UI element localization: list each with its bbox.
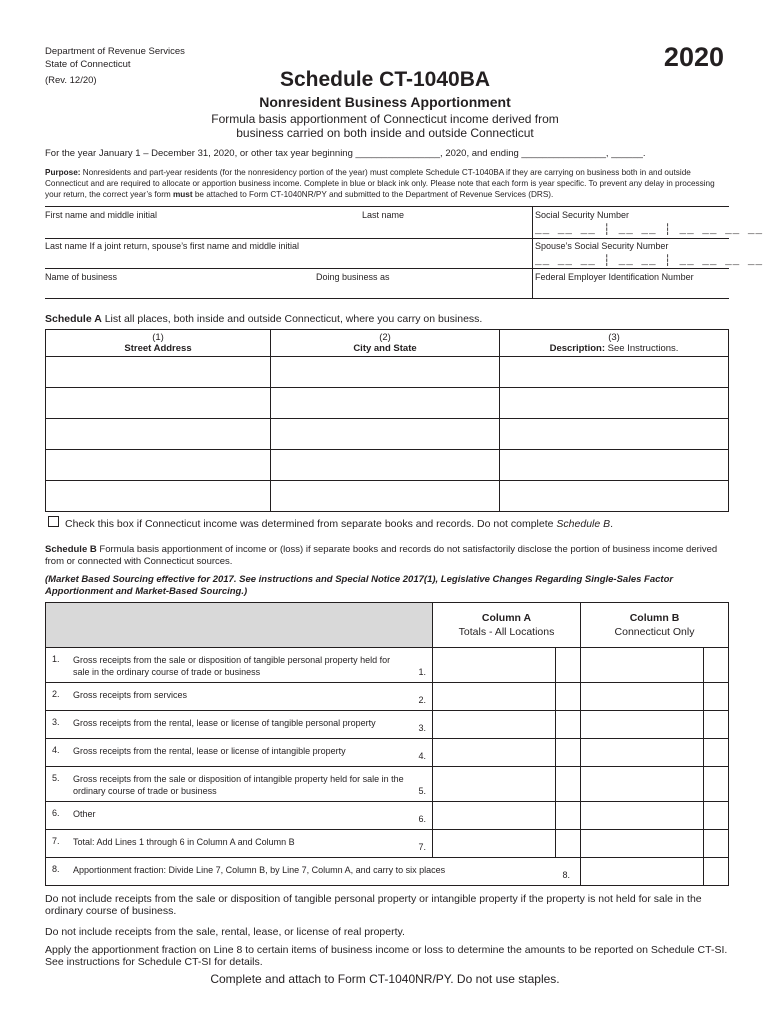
description-cell[interactable]: [500, 357, 729, 388]
line-ref: 1.: [418, 667, 426, 677]
description-line-1: Formula basis apportionment of Connecticut income derived from: [211, 112, 559, 126]
state-name: State of Connecticut: [45, 59, 131, 70]
column-b-amount-input[interactable]: [580, 738, 704, 767]
col-3-number: (3): [608, 332, 620, 343]
column-b-cents-input[interactable]: [703, 682, 729, 711]
schedule-a-row: [46, 450, 729, 481]
line-ref: 5.: [418, 786, 426, 796]
street-cell[interactable]: [46, 450, 271, 481]
city-cell[interactable]: [271, 419, 500, 450]
footer-note-2: Do not include receipts from the sale, rental, lease, or license of real property.: [45, 926, 405, 938]
column-b-cents-input[interactable]: [703, 829, 729, 858]
column-a-cents-input[interactable]: [555, 647, 581, 683]
column-a-amount-input[interactable]: [432, 647, 556, 683]
purpose-paragraph: [45, 167, 729, 200]
footer-note-1: Do not include receipts from the sale or disposition of tangible personal property or intangible property if the property is not held for sale in the ordinary course of business.: [45, 893, 702, 917]
fein-input[interactable]: [535, 284, 729, 298]
column-a-amount-input[interactable]: [432, 801, 556, 830]
fields-bottom-rule: [45, 298, 729, 299]
column-a-amount-input[interactable]: [432, 710, 556, 739]
column-b-cents-input[interactable]: [703, 647, 729, 683]
city-cell[interactable]: [271, 388, 500, 419]
city-cell[interactable]: [271, 481, 500, 512]
line-ref: 3.: [418, 723, 426, 733]
col-3-title-bold: Description:: [549, 343, 606, 354]
col-3-title: [501, 343, 727, 354]
first-name-label: First name and middle initial: [45, 210, 158, 220]
form-subtitle: Nonresident Business Apportionment: [259, 94, 511, 110]
column-b-cents-input[interactable]: [703, 766, 729, 802]
line-description: Total: Add Lines 1 through 6 in Column A and Column B: [73, 837, 295, 847]
schedule-a-table: [45, 329, 729, 512]
column-b-amount-input[interactable]: [580, 682, 704, 711]
line-number: 6.: [52, 808, 60, 818]
column-b-amount-input[interactable]: [580, 766, 704, 802]
schedule-a-row: [46, 388, 729, 419]
joint-name-label: Last name If a joint return, spouse’s first name and middle initial: [45, 241, 299, 251]
form-description: [0, 112, 770, 140]
separate-books-text: [65, 518, 613, 530]
line-ref: 8.: [562, 870, 570, 880]
schedule-b-label: Schedule B: [45, 544, 97, 555]
schedule-b-row: [45, 647, 433, 683]
purpose-label: Purpose:: [45, 168, 81, 177]
fields-divider: [532, 206, 533, 298]
col-1-title: Street Address: [124, 343, 192, 354]
street-cell[interactable]: [46, 419, 271, 450]
description-line-2: business carried on both inside and outside Connecticut: [236, 126, 534, 140]
schedule-b-row: [45, 801, 433, 830]
col-city-header: [271, 330, 500, 357]
checkbox-text-b: Schedule B: [556, 518, 611, 530]
description-cell[interactable]: [500, 388, 729, 419]
line-ref: 2.: [418, 695, 426, 705]
col-1-number: (1): [152, 332, 164, 343]
schedule-b-row: [45, 710, 433, 739]
first-name-input[interactable]: [45, 222, 531, 238]
footer-final-instruction: Complete and attach to Form CT-1040NR/PY. Do not use staples.: [210, 972, 560, 986]
schedule-b-row: [45, 682, 433, 711]
line-description: Gross receipts from the sale or disposition of intangible property held for sale in the ordinary course of trade or business: [73, 774, 404, 796]
column-a-cents-input[interactable]: [555, 682, 581, 711]
description-cell[interactable]: [500, 419, 729, 450]
line-ref: 7.: [418, 842, 426, 852]
fein-label: Federal Employer Identification Number: [535, 272, 694, 282]
form-title: Schedule CT-1040BA: [279, 68, 491, 91]
fields-rule-2: [45, 238, 729, 239]
column-b-amount-input[interactable]: [580, 801, 704, 830]
schedule-b-heading: [45, 544, 729, 568]
column-b-cents-input[interactable]: [703, 710, 729, 739]
column-b-amount-input[interactable]: [580, 647, 704, 683]
ssn-label: Social Security Number: [535, 210, 630, 220]
schedule-b-row: [45, 829, 433, 858]
spouse-ssn-label: Spouse’s Social Security Number: [535, 241, 669, 251]
last-name-label: Last name: [362, 210, 405, 220]
separate-books-checkbox[interactable]: [48, 516, 59, 527]
column-b-cents-input[interactable]: [703, 857, 729, 886]
line-description: Apportionment fraction: Divide Line 7, Column B, by Line 7, Column A, and carry to six places: [73, 865, 446, 875]
column-a-cents-input[interactable]: [555, 738, 581, 767]
column-a-cents-input[interactable]: [555, 801, 581, 830]
line-number: 4.: [52, 745, 60, 755]
column-a-amount-input[interactable]: [432, 766, 556, 802]
street-cell[interactable]: [46, 481, 271, 512]
purpose-text-a: Nonresidents and part-year residents (for the nonresidency portion of the year) must complete Schedule CT-1040BA if they are carrying on business both in and outside Connecticut and are required to allocate or apportion business income. Complete in blue or black ink only. Please note that each form is year specific. To prevent any delay in processing your return, the correct year’s form: [45, 168, 715, 199]
line-number: 8.: [52, 864, 60, 874]
column-b-amount-input[interactable]: [580, 710, 704, 739]
agency-name: Department of Revenue Services: [45, 46, 185, 57]
column-b-cents-input[interactable]: [703, 801, 729, 830]
line-description: Gross receipts from the sale or disposition of tangible personal property held for sale in the ordinary course of trade or business: [73, 655, 391, 677]
column-a-cents-input[interactable]: [555, 710, 581, 739]
col-2-number: (2): [379, 332, 391, 343]
line-description: Other: [73, 809, 96, 819]
revision-date: (Rev. 12/20): [45, 75, 97, 86]
schedule-b-row: [45, 857, 581, 886]
col-street-header: [46, 330, 271, 357]
ssn-input[interactable]: __ __ __ ┆ __ __ ┆ __ __ __ __: [535, 225, 764, 237]
line-number: 2.: [52, 689, 60, 699]
purpose-text-b: be attached to Form CT-1040NR/PY and submitted to the Department of Revenue Services (DRS).: [192, 190, 554, 199]
column-b-header: [580, 602, 729, 648]
purpose-must: must: [173, 190, 193, 199]
column-b-amount-input[interactable]: [580, 829, 704, 858]
column-b-title: Column B: [629, 612, 680, 624]
column-b-subtitle: Connecticut Only: [614, 626, 695, 638]
city-cell[interactable]: [271, 357, 500, 388]
schedule-a-text: List all places, both inside and outside Connecticut, where you carry on business.: [101, 313, 483, 325]
line-ref: 4.: [418, 751, 426, 761]
market-sourcing-note: (Market Based Sourcing effective for 2017. See instructions and Special Notice 2017(1), Legislative Changes Regarding Single-Sales Factor Apportionment and Market-Based Sourcing.): [45, 574, 674, 597]
column-a-title: Column A: [481, 612, 532, 624]
fields-rule-3: [45, 268, 729, 269]
description-cell[interactable]: [500, 481, 729, 512]
col-description-header: [500, 330, 729, 357]
joint-name-input[interactable]: [45, 253, 531, 269]
column-a-amount-input[interactable]: [432, 829, 556, 858]
line-description: Gross receipts from services: [73, 690, 188, 700]
column-b-amount-input[interactable]: [580, 857, 704, 886]
schedule-a-heading: [45, 313, 482, 325]
schedule-a-row: [46, 357, 729, 388]
schedule-a-row: [46, 419, 729, 450]
schedule-b-text: Formula basis apportionment of income or (loss) if separate books and records do not satisfactorily disclose the portion of business income derived from or connected with Connecticut sources.: [45, 544, 718, 567]
schedule-b-row: [45, 738, 433, 767]
footer-note-3: Apply the apportionment fraction on Line 8 to certain items of business income or loss to determine the amounts to be reported on Schedule CT-SI. See instructions for Schedule CT-SI for details.: [45, 944, 728, 968]
checkbox-text-c: .: [610, 518, 614, 530]
column-a-header: [432, 602, 581, 648]
business-name-input[interactable]: [45, 284, 531, 298]
line-ref: 6.: [418, 814, 426, 824]
checkbox-text-a: Check this box if Connecticut income was determined from separate books and records. Do not complete: [65, 518, 557, 530]
column-b-cents-input[interactable]: [703, 738, 729, 767]
description-cell[interactable]: [500, 450, 729, 481]
column-a-amount-input[interactable]: [432, 682, 556, 711]
street-cell[interactable]: [46, 357, 271, 388]
column-a-cents-input[interactable]: [555, 829, 581, 858]
form-year: 2020: [663, 42, 724, 72]
schedule-b-row: [45, 766, 433, 802]
schedule-a-header-row: [46, 330, 729, 357]
line-description: Gross receipts from the rental, lease or license of intangible property: [73, 746, 346, 756]
line-description: Gross receipts from the rental, lease or license of tangible personal property: [73, 718, 376, 728]
line-number: 7.: [52, 836, 60, 846]
dba-label: Doing business as: [316, 272, 390, 282]
tax-year-line: For the year January 1 – December 31, 2020, or other tax year beginning ________________, 2020, and ending ________________, ______.: [45, 148, 646, 159]
col-2-title: City and State: [353, 343, 417, 354]
business-name-label: Name of business: [45, 272, 118, 282]
fields-top-rule: [45, 206, 729, 207]
column-a-cents-input[interactable]: [555, 766, 581, 802]
line-number: 5.: [52, 773, 60, 783]
line-number: 3.: [52, 717, 60, 727]
line-number: 1.: [52, 654, 60, 664]
col-3-title-rest: See Instructions.: [605, 343, 679, 354]
schedule-a-row: [46, 481, 729, 512]
schedule-b-shaded-header: [45, 602, 433, 648]
column-a-amount-input[interactable]: [432, 738, 556, 767]
street-cell[interactable]: [46, 388, 271, 419]
spouse-ssn-input[interactable]: __ __ __ ┆ __ __ ┆ __ __ __ __: [535, 256, 764, 268]
city-cell[interactable]: [271, 450, 500, 481]
schedule-a-label: Schedule A: [45, 313, 102, 325]
column-a-subtitle: Totals - All Locations: [458, 626, 555, 638]
